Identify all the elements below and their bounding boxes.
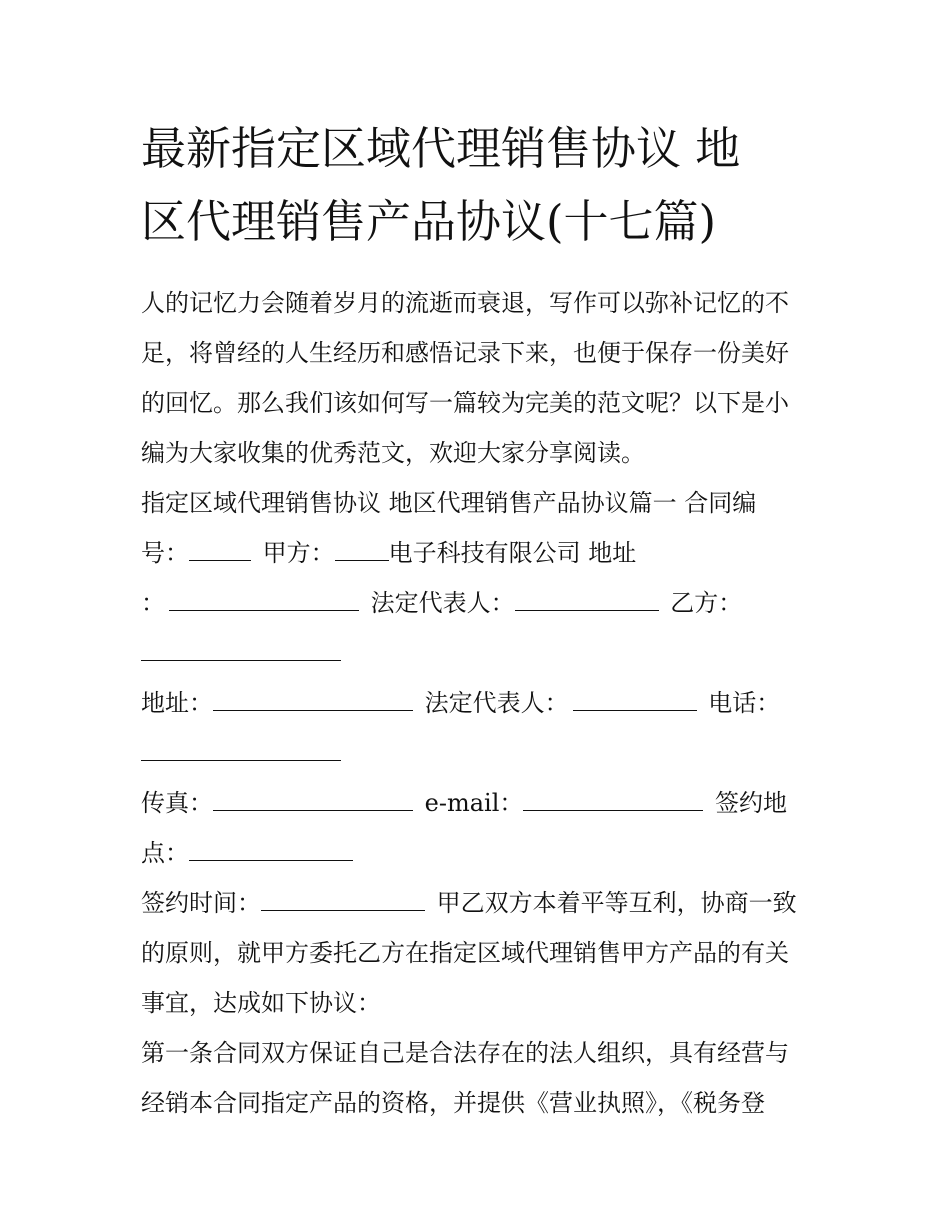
legal-rep-a-blank[interactable] bbox=[515, 590, 659, 611]
sign-time-label: 签约时间： bbox=[141, 889, 261, 917]
sign-place-cont: 点： bbox=[141, 839, 189, 867]
body-line-1: 的原则，就甲方委托乙方在指定区域代理销售甲方产品的有关 bbox=[141, 939, 789, 967]
document-title bbox=[141, 112, 821, 258]
form-line-party-b bbox=[141, 628, 345, 678]
contract-no-label: 号： bbox=[141, 539, 189, 567]
party-b-label: 乙方： bbox=[670, 589, 743, 617]
party-a-blank[interactable] bbox=[335, 540, 389, 561]
legal-rep-b-label: 法定代表人： bbox=[424, 689, 569, 717]
party-a-company: 电子科技有限公司 地址 bbox=[388, 539, 637, 567]
intro-line-3: 的回忆。那么我们该如何写一篇较为完美的范文呢？以下是小 bbox=[141, 389, 789, 417]
form-line-sign-time bbox=[141, 878, 797, 928]
address-a-blank[interactable] bbox=[169, 590, 359, 611]
intro-line-4: 编为大家收集的优秀范文，欢迎大家分享阅读。 bbox=[141, 439, 645, 467]
body-line-2: 事宜，达成如下协议： bbox=[141, 989, 381, 1017]
intro-line-2: 足，将曾经的人生经历和感悟记录下来，也便于保存一份美好 bbox=[141, 339, 789, 367]
phone-blank[interactable] bbox=[141, 740, 341, 761]
form-line-contract bbox=[141, 528, 636, 578]
sign-time-text: 甲乙双方本着平等互利，协商一致 bbox=[436, 889, 797, 917]
title-line-1: 最新指定区域代理销售协议 地 bbox=[141, 122, 741, 175]
email-blank[interactable] bbox=[523, 790, 703, 811]
legal-rep-a-label: 法定代表人： bbox=[370, 589, 515, 617]
fax-blank[interactable] bbox=[213, 790, 413, 811]
phone-label: 电话： bbox=[708, 689, 781, 717]
address-b-label: 地址： bbox=[141, 689, 213, 717]
form-line-sign-place bbox=[141, 828, 357, 878]
intro-line-1: 人的记忆力会随着岁月的流逝而衰退，写作可以弥补记忆的不 bbox=[141, 289, 789, 317]
body-line-4: 经销本合同指定产品的资格，并提供《营业执照》，《税务登 bbox=[141, 1089, 765, 1117]
sign-place-blank[interactable] bbox=[189, 840, 353, 861]
address-b-blank[interactable] bbox=[213, 690, 413, 711]
sign-time-blank[interactable] bbox=[261, 890, 425, 911]
email-label: e-mail： bbox=[424, 789, 524, 817]
form-line-fax bbox=[141, 778, 787, 828]
legal-rep-b-blank[interactable] bbox=[573, 690, 697, 711]
form-line-phone bbox=[141, 728, 345, 778]
section-heading: 指定区域代理销售协议 地区代理销售产品协议篇一 合同编 bbox=[141, 489, 757, 517]
fax-label: 传真： bbox=[141, 789, 213, 817]
party-a-label: 甲方： bbox=[262, 539, 335, 567]
party-b-blank[interactable] bbox=[141, 640, 341, 661]
address-a-cont: ： bbox=[141, 589, 165, 617]
contract-no-blank[interactable] bbox=[189, 540, 251, 561]
form-line-address-a bbox=[141, 578, 742, 628]
body-line-3: 第一条合同双方保证自己是合法存在的法人组织，具有经营与 bbox=[141, 1039, 789, 1067]
form-line-address-b bbox=[141, 678, 780, 728]
title-line-2: 区代理销售产品协议(十七篇) bbox=[141, 195, 717, 248]
sign-place-label: 签约地 bbox=[715, 789, 788, 817]
